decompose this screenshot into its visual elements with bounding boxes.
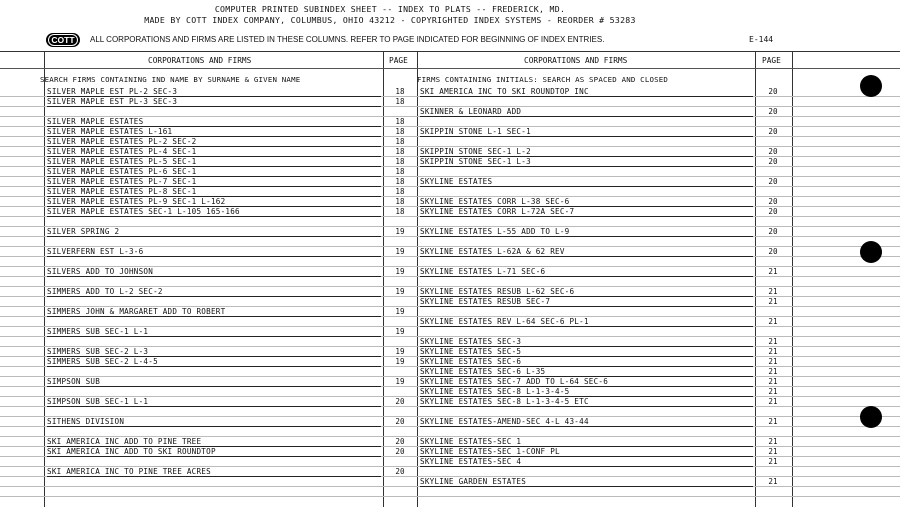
list-item: SKYLINE ESTATES CORR L-38 SEC-6 bbox=[420, 197, 753, 207]
page-number: 19 bbox=[395, 227, 405, 236]
page-number: 19 bbox=[395, 267, 405, 276]
list-item: SILVER MAPLE ESTATES PL-8 SEC-1 bbox=[47, 187, 381, 197]
list-item: SKYLINE ESTATES-AMEND-SEC 4-L 43-44 bbox=[420, 417, 753, 427]
page-number: 20 bbox=[768, 197, 778, 206]
left-column-border bbox=[44, 51, 45, 507]
list-item: SILVER MAPLE ESTATES L-161 bbox=[47, 127, 381, 137]
right-column-heading: CORPORATIONS AND FIRMS bbox=[524, 56, 628, 65]
notice-bar bbox=[46, 33, 786, 47]
list-item: SILVER SPRING 2 bbox=[47, 227, 381, 237]
list-item: SKYLINE ESTATES CORR L-72A SEC-7 bbox=[420, 207, 753, 217]
list-item: SKYLINE ESTATES SEC-7 ADD TO L-64 SEC-6 bbox=[420, 377, 753, 387]
page-number: 18 bbox=[395, 97, 405, 106]
left-page-heading: PAGE bbox=[389, 56, 408, 65]
page-number: 20 bbox=[768, 247, 778, 256]
page-number: 21 bbox=[768, 447, 778, 456]
left-column-heading: CORPORATIONS AND FIRMS bbox=[148, 56, 252, 65]
left-page-column-border bbox=[383, 51, 384, 507]
list-item: SKI AMERICA INC ADD TO PINE TREE bbox=[47, 437, 381, 447]
page-number: 18 bbox=[395, 137, 405, 146]
list-item: SITHENS DIVISION bbox=[47, 417, 381, 427]
publisher-line: MADE BY COTT INDEX COMPANY, COLUMBUS, OHIO 43212 - COPYRIGHTED INDEX SYSTEMS - REORDER # 53283 bbox=[144, 15, 636, 25]
page-number: 21 bbox=[768, 437, 778, 446]
list-item: SILVER MAPLE ESTATES PL-6 SEC-1 bbox=[47, 167, 381, 177]
notice-text: ALL CORPORATIONS AND FIRMS ARE LISTED IN THESE COLUMNS. REFER TO PAGE INDICATED FOR BEGINNING OF INDEX ENTRIES. bbox=[90, 35, 605, 44]
center-divider bbox=[417, 51, 418, 507]
page-number: 21 bbox=[768, 397, 778, 406]
page-number: 19 bbox=[395, 377, 405, 386]
right-page-heading: PAGE bbox=[762, 56, 781, 65]
list-item: SIMMERS JOHN & MARGARET ADD TO ROBERT bbox=[47, 307, 381, 317]
page-number: 20 bbox=[768, 207, 778, 216]
page-number: 19 bbox=[395, 247, 405, 256]
right-search-instruction: FIRMS CONTAINING INITIALS: SEARCH AS SPACED AND CLOSED bbox=[417, 75, 669, 84]
list-item: SKIPPIN STONE L-1 SEC-1 bbox=[420, 127, 753, 137]
page-number: 21 bbox=[768, 417, 778, 426]
page-number: 21 bbox=[768, 457, 778, 466]
list-item: SKIPPIN STONE SEC-1 L-3 bbox=[420, 157, 753, 167]
page-number: 20 bbox=[768, 147, 778, 156]
page-number: 18 bbox=[395, 87, 405, 96]
list-item: SKYLINE ESTATES SEC-3 bbox=[420, 337, 753, 347]
list-item: SKYLINE ESTATES REV L-64 SEC-6 PL-1 bbox=[420, 317, 753, 327]
page-number: 18 bbox=[395, 187, 405, 196]
binder-hole bbox=[860, 241, 882, 263]
page-number: 18 bbox=[395, 197, 405, 206]
page-number: 20 bbox=[395, 397, 405, 406]
list-item: SIMPSON SUB SEC-1 L-1 bbox=[47, 397, 381, 407]
list-item: SKYLINE ESTATES SEC-5 bbox=[420, 347, 753, 357]
list-item: SKYLINE ESTATES SEC-6 bbox=[420, 357, 753, 367]
page-number: 21 bbox=[768, 377, 778, 386]
page-number: 20 bbox=[768, 87, 778, 96]
list-item: SKYLINE ESTATES SEC-6 L-35 bbox=[420, 367, 753, 377]
page-number: 18 bbox=[395, 207, 405, 216]
list-item: SIMPSON SUB bbox=[47, 377, 381, 387]
page-number: 18 bbox=[395, 127, 405, 136]
list-item: SILVERS ADD TO JOHNSON bbox=[47, 267, 381, 277]
list-item: SILVER MAPLE ESTATES PL-5 SEC-1 bbox=[47, 157, 381, 167]
page-number: 18 bbox=[395, 177, 405, 186]
list-item: SILVER MAPLE ESTATES PL-4 SEC-1 bbox=[47, 147, 381, 157]
page-number: 19 bbox=[395, 287, 405, 296]
list-item: SKI AMERICA INC TO SKI ROUNDTOP INC bbox=[420, 87, 753, 97]
page-number: 18 bbox=[395, 117, 405, 126]
page-number: 21 bbox=[768, 387, 778, 396]
page-number: 21 bbox=[768, 347, 778, 356]
binder-hole bbox=[860, 406, 882, 428]
list-item: SKI AMERICA INC ADD TO SKI ROUNDTOP bbox=[47, 447, 381, 457]
list-item: SKYLINE ESTATES L-55 ADD TO L-9 bbox=[420, 227, 753, 237]
page-number: 21 bbox=[768, 357, 778, 366]
page-number: 20 bbox=[395, 417, 405, 426]
page-number: 19 bbox=[395, 347, 405, 356]
list-item: SILVER MAPLE ESTATES bbox=[47, 117, 381, 127]
right-page-column-border bbox=[755, 51, 756, 507]
list-item: SILVERFERN EST L-3-6 bbox=[47, 247, 381, 257]
page-number: 19 bbox=[395, 307, 405, 316]
sheet-title: COMPUTER PRINTED SUBINDEX SHEET -- INDEX TO PLATS -- FREDERICK, MD. bbox=[214, 4, 566, 14]
page-number: 21 bbox=[768, 477, 778, 486]
list-item: SIMMERS SUB SEC-2 L-3 bbox=[47, 347, 381, 357]
list-item: SILVER MAPLE EST PL-2 SEC-3 bbox=[47, 87, 381, 97]
page-number: 19 bbox=[395, 327, 405, 336]
list-item: SILVER MAPLE ESTATES PL-9 SEC-1 L-162 bbox=[47, 197, 381, 207]
page-number: 21 bbox=[768, 297, 778, 306]
list-item: SIMMERS SUB SEC-1 L-1 bbox=[47, 327, 381, 337]
binder-hole bbox=[860, 75, 882, 97]
page-number: 20 bbox=[395, 447, 405, 456]
list-item: SILVER MAPLE ESTATES PL-7 SEC-1 bbox=[47, 177, 381, 187]
page-number: 20 bbox=[768, 107, 778, 116]
sheet-code: E-144 bbox=[749, 35, 774, 44]
page-number: 20 bbox=[768, 227, 778, 236]
list-item: SKYLINE ESTATES L-62A & 62 REV bbox=[420, 247, 753, 257]
list-item: SILVER MAPLE ESTATES SEC-1 L-105 165-166 bbox=[47, 207, 381, 217]
page-number: 21 bbox=[768, 367, 778, 376]
page-number: 18 bbox=[395, 167, 405, 176]
table-top-border bbox=[0, 51, 900, 52]
page-number: 20 bbox=[768, 127, 778, 136]
left-search-instruction: SEARCH FIRMS CONTAINING IND NAME BY SURNAME & GIVEN NAME bbox=[40, 75, 301, 84]
list-item: SKYLINE ESTATES RESUB SEC-7 bbox=[420, 297, 753, 307]
list-item: SKYLINE ESTATES SEC-8 L-1-3-4-5 ETC bbox=[420, 397, 753, 407]
list-item: SKI AMERICA INC TO PINE TREE ACRES bbox=[47, 467, 381, 477]
ruled-line bbox=[0, 496, 900, 497]
page-number: 21 bbox=[768, 267, 778, 276]
list-item: SIMMERS SUB SEC-2 L-4-5 bbox=[47, 357, 381, 367]
page-number: 20 bbox=[395, 437, 405, 446]
page-number: 20 bbox=[768, 177, 778, 186]
right-column-border bbox=[792, 51, 793, 507]
page-number: 18 bbox=[395, 147, 405, 156]
page-number: 20 bbox=[395, 467, 405, 476]
list-item: SKYLINE ESTATES SEC-8 L-1-3-4-5 bbox=[420, 387, 753, 397]
page-number: 18 bbox=[395, 157, 405, 166]
list-item: SKYLINE ESTATES bbox=[420, 177, 753, 187]
list-item: SKIPPIN STONE SEC-1 L-2 bbox=[420, 147, 753, 157]
list-item: SKYLINE ESTATES-SEC 1-CONF PL bbox=[420, 447, 753, 457]
page-number: 21 bbox=[768, 287, 778, 296]
page-number: 21 bbox=[768, 337, 778, 346]
page-number: 19 bbox=[395, 357, 405, 366]
list-item: SKYLINE GARDEN ESTATES bbox=[420, 477, 753, 487]
list-item: SKYLINE ESTATES-SEC 1 bbox=[420, 437, 753, 447]
page-number: 20 bbox=[768, 157, 778, 166]
list-item: SKINNER & LEONARD ADD bbox=[420, 107, 753, 117]
list-item: SKYLINE ESTATES L-71 SEC-6 bbox=[420, 267, 753, 277]
list-item: SILVER MAPLE EST PL-3 SEC-3 bbox=[47, 97, 381, 107]
list-item: SILVER MAPLE ESTATES PL-2 SEC-2 bbox=[47, 137, 381, 147]
list-item: SIMMERS ADD TO L-2 SEC-2 bbox=[47, 287, 381, 297]
list-item: SKYLINE ESTATES-SEC 4 bbox=[420, 457, 753, 467]
cott-logo: COTT bbox=[46, 33, 80, 47]
page-number: 21 bbox=[768, 317, 778, 326]
heading-separator bbox=[0, 68, 900, 69]
list-item: SKYLINE ESTATES RESUB L-62 SEC-6 bbox=[420, 287, 753, 297]
